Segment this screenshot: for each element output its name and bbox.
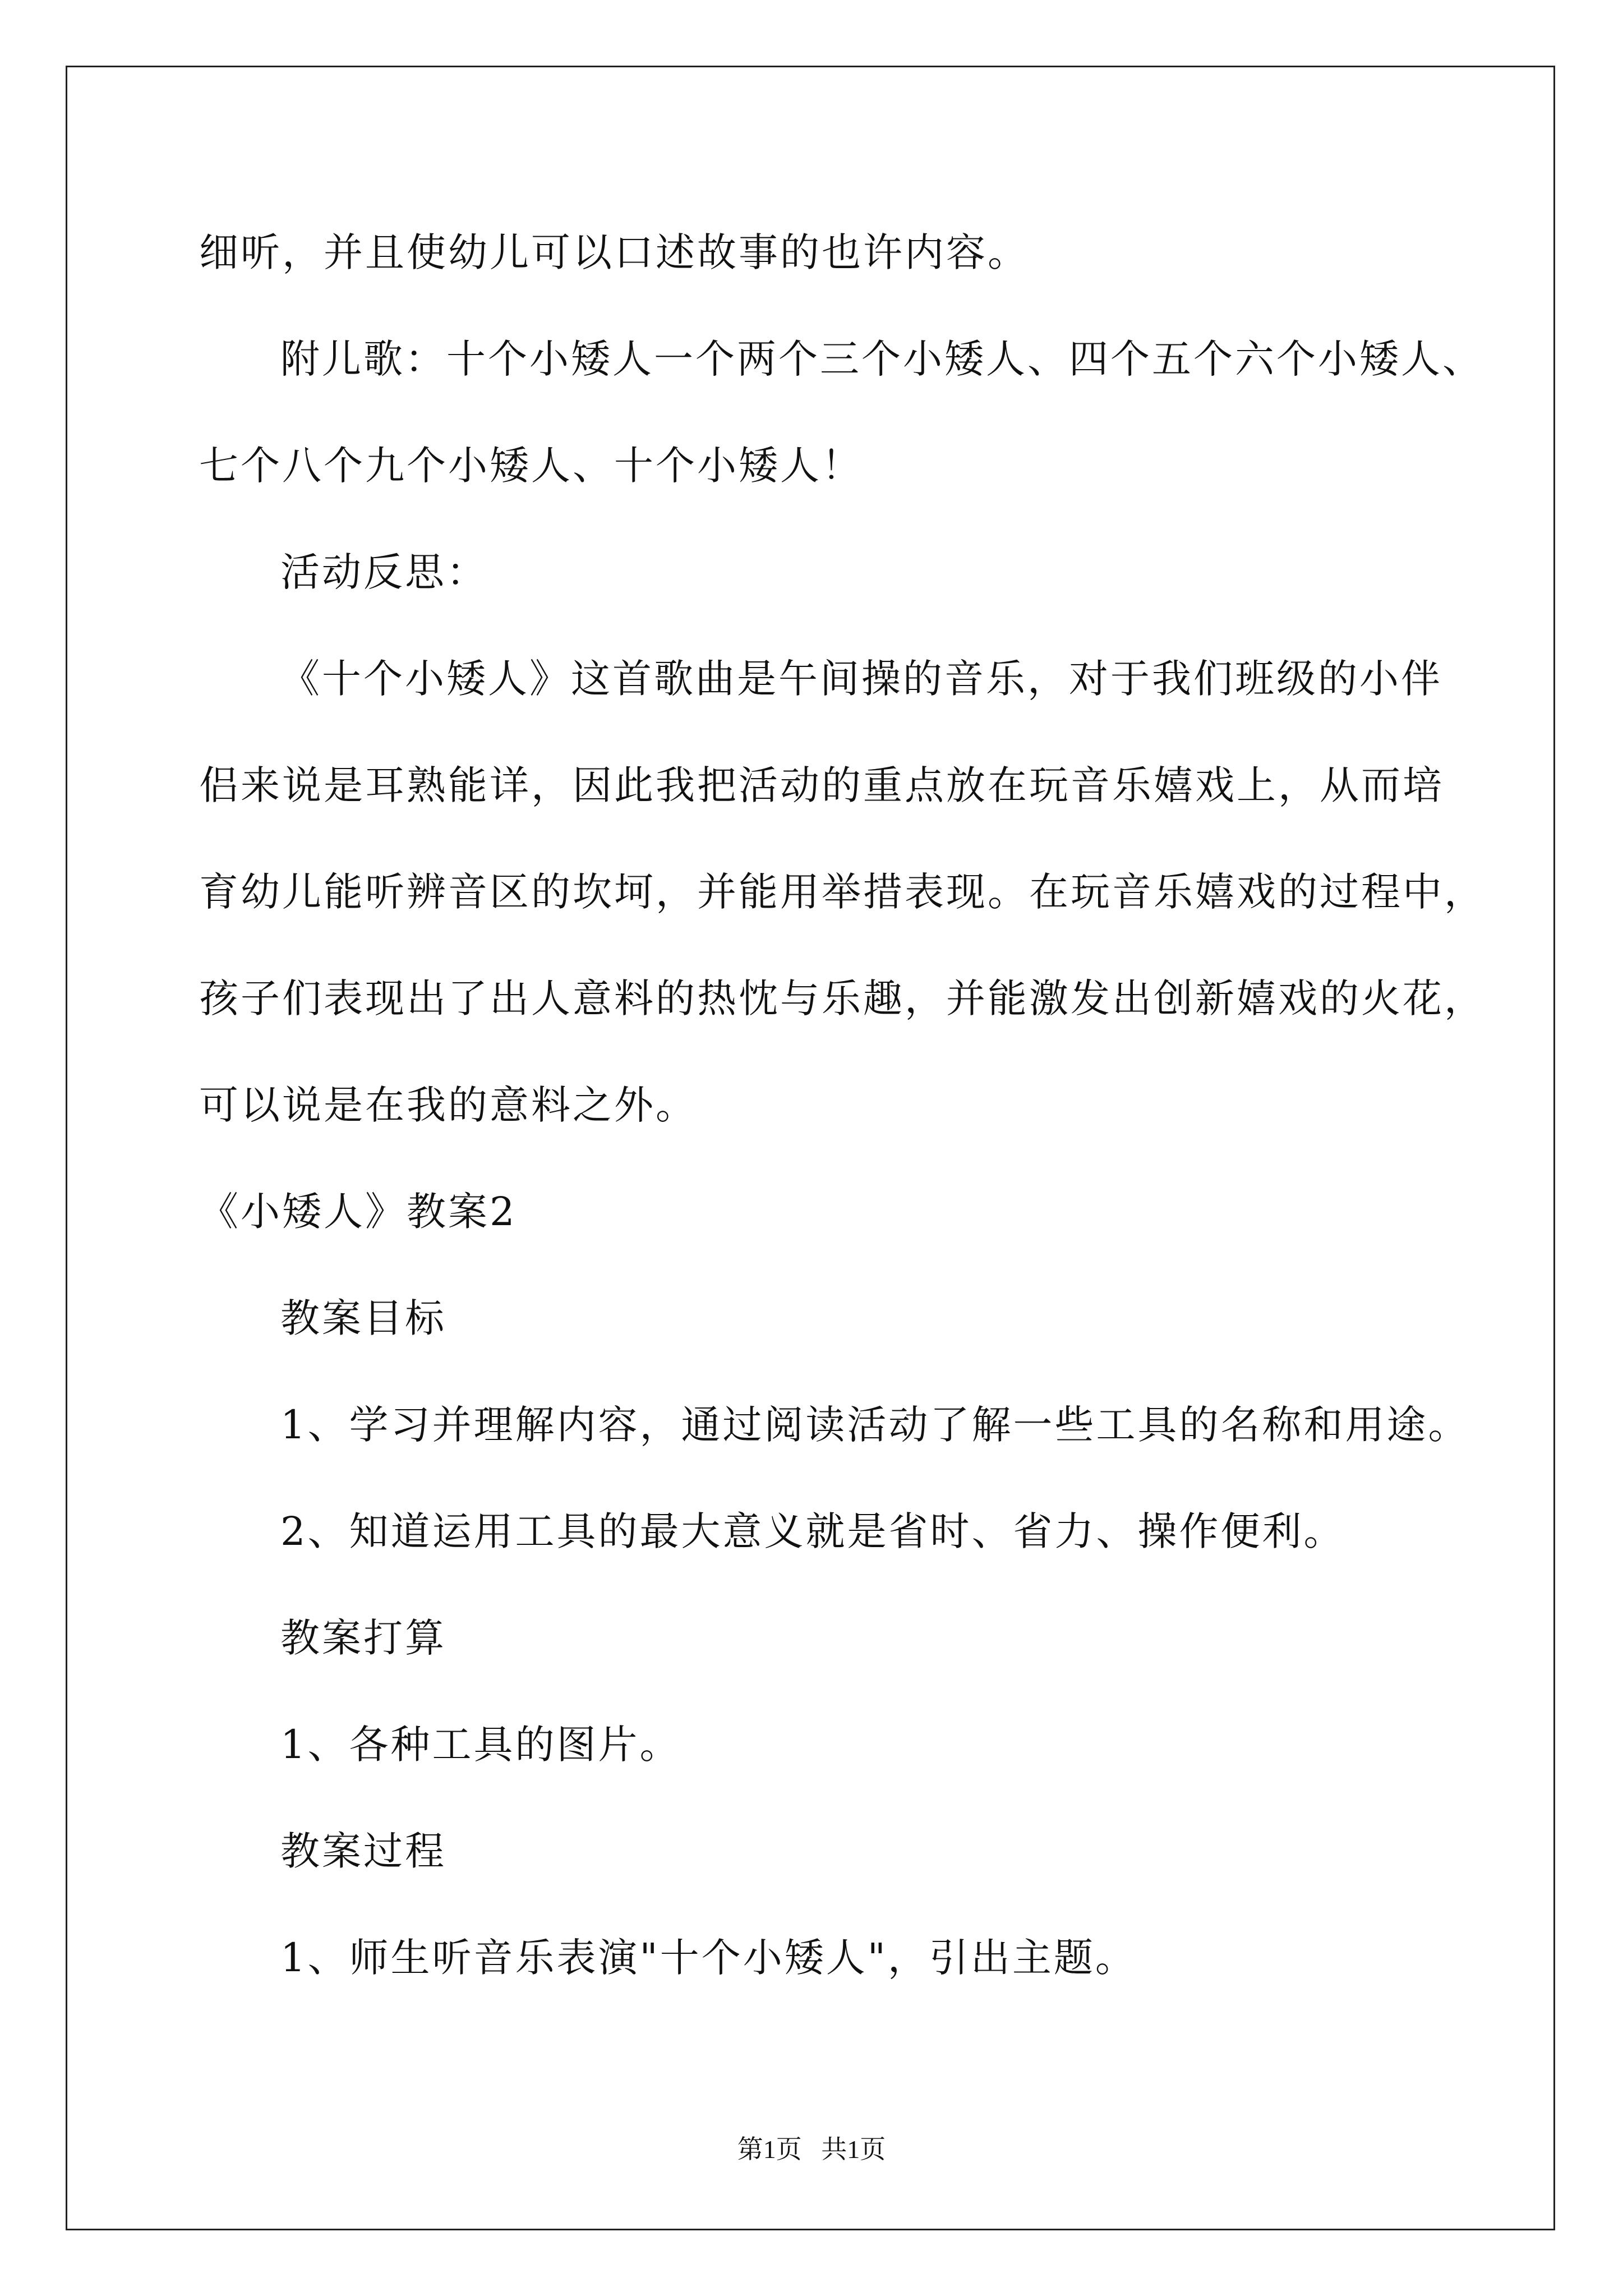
paragraph-line: 1、学习并理解内容，通过阅读活动了解一些工具的名称和用途。 — [280, 1402, 1470, 1448]
paragraph-line: 《十个小矮人》这首歌曲是午间操的音乐，对于我们班级的小伴 — [280, 656, 1442, 702]
subsection-heading: 教案过程 — [280, 1828, 446, 1874]
paragraph-line: 活动反思： — [280, 549, 488, 595]
paragraph-line: 育幼儿能听辨音区的坎坷，并能用举措表现。在玩音乐嬉戏的过程中， — [199, 869, 1486, 915]
paragraph-line: 孩子们表现出了出人意料的热忱与乐趣，并能激发出创新嬉戏的火花， — [199, 976, 1486, 1022]
paragraph-line: 1、各种工具的图片。 — [280, 1722, 681, 1768]
section-heading: 《小矮人》教案2 — [199, 1189, 517, 1235]
paragraph-line: 附儿歌：十个小矮人一个两个三个小矮人、四个五个六个小矮人、 — [280, 336, 1484, 382]
subsection-heading: 教案打算 — [280, 1615, 446, 1661]
page-border — [66, 66, 1555, 2230]
subsection-heading: 教案目标 — [280, 1295, 446, 1341]
paragraph-line: 侣来说是耳熟能详，因此我把活动的重点放在玩音乐嬉戏上，从而培 — [199, 762, 1444, 808]
paragraph-line: 细听，并且使幼儿可以口述故事的也许内容。 — [199, 229, 1029, 275]
page-footer: 第1页 共1页 — [737, 2135, 886, 2164]
paragraph-line: 1、师生听音乐表演"十个小矮人"，引出主题。 — [280, 1935, 1137, 1981]
paragraph-line: 七个八个九个小矮人、十个小矮人！ — [199, 443, 863, 489]
paragraph-line: 2、知道运用工具的最大意义就是省时、省力、操作便利。 — [280, 1508, 1345, 1554]
paragraph-line: 可以说是在我的意料之外。 — [199, 1082, 697, 1128]
